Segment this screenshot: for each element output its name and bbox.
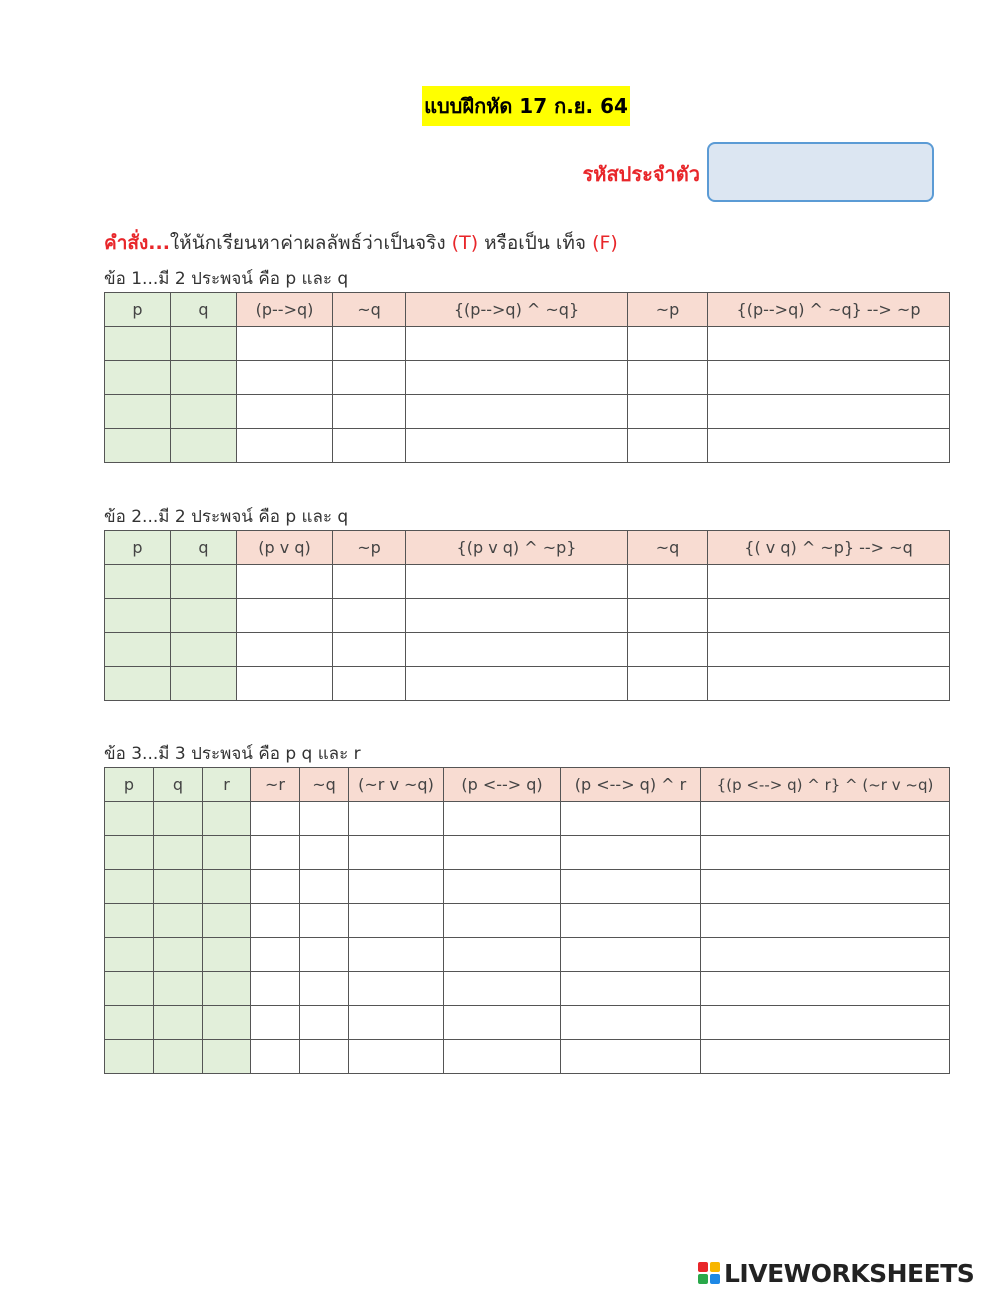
answer-cell[interactable]: [701, 870, 950, 904]
table-row: [105, 565, 950, 599]
answer-cell[interactable]: [628, 327, 708, 361]
answer-cell[interactable]: [444, 904, 561, 938]
answer-cell[interactable]: [349, 904, 444, 938]
true-label: (T): [451, 232, 479, 254]
answer-cell[interactable]: [561, 870, 701, 904]
answer-cell[interactable]: [251, 802, 300, 836]
header-cell: q: [171, 531, 237, 565]
header-cell: {(p-->q) ^ ~q}: [406, 293, 628, 327]
answer-cell[interactable]: [406, 633, 628, 667]
answer-cell[interactable]: [701, 938, 950, 972]
answer-cell[interactable]: [251, 904, 300, 938]
answer-cell[interactable]: [701, 836, 950, 870]
question-2-label: ข้อ 2...มี 2 ประพจน์ คือ p และ q: [104, 507, 349, 527]
header-cell: p: [105, 768, 154, 802]
answer-cell[interactable]: [203, 1040, 251, 1074]
answer-cell[interactable]: [333, 599, 406, 633]
answer-cell[interactable]: [203, 972, 251, 1006]
instruction: [104, 228, 618, 258]
answer-cell[interactable]: [300, 836, 349, 870]
logo-square: [710, 1274, 720, 1284]
answer-cell[interactable]: [561, 904, 701, 938]
header-cell: ~q: [300, 768, 349, 802]
answer-cell[interactable]: [300, 972, 349, 1006]
answer-cell[interactable]: [561, 938, 701, 972]
table-row: [105, 938, 950, 972]
answer-cell[interactable]: [406, 667, 628, 701]
answer-cell[interactable]: [349, 972, 444, 1006]
table-row: [105, 1006, 950, 1040]
answer-cell[interactable]: [105, 904, 154, 938]
answer-cell[interactable]: [349, 802, 444, 836]
student-id-input[interactable]: [707, 142, 934, 202]
answer-cell[interactable]: [628, 599, 708, 633]
answer-cell[interactable]: [237, 565, 333, 599]
answer-cell[interactable]: [203, 1006, 251, 1040]
header-cell: p: [105, 293, 171, 327]
table-row: [105, 972, 950, 1006]
truth-table-2: [104, 530, 950, 701]
answer-cell[interactable]: [701, 1006, 950, 1040]
truth-table-3: [104, 767, 950, 1074]
table-row: [105, 1040, 950, 1074]
answer-cell[interactable]: [333, 327, 406, 361]
table-row: [105, 633, 950, 667]
answer-cell[interactable]: [251, 1040, 300, 1074]
table-row: [105, 327, 950, 361]
answer-cell[interactable]: [708, 667, 950, 701]
answer-cell[interactable]: [251, 836, 300, 870]
answer-cell[interactable]: [154, 870, 203, 904]
answer-cell[interactable]: [300, 1006, 349, 1040]
answer-cell[interactable]: [154, 1040, 203, 1074]
answer-cell[interactable]: [105, 395, 171, 429]
answer-cell[interactable]: [628, 633, 708, 667]
answer-cell[interactable]: [708, 599, 950, 633]
answer-cell[interactable]: [708, 429, 950, 463]
header-cell: (p <--> q): [444, 768, 561, 802]
liveworksheets-logo: [698, 1259, 974, 1287]
answer-cell[interactable]: [105, 633, 171, 667]
answer-cell[interactable]: [333, 361, 406, 395]
false-label: (F): [592, 232, 618, 254]
answer-cell[interactable]: [406, 395, 628, 429]
instruction-text-2: หรือเป็น เท็จ: [478, 232, 593, 254]
answer-cell[interactable]: [203, 802, 251, 836]
answer-cell[interactable]: [105, 429, 171, 463]
answer-cell[interactable]: [237, 327, 333, 361]
answer-cell[interactable]: [300, 1040, 349, 1074]
answer-cell[interactable]: [701, 802, 950, 836]
answer-cell[interactable]: [708, 395, 950, 429]
answer-cell[interactable]: [171, 395, 237, 429]
answer-cell[interactable]: [105, 565, 171, 599]
logo-square: [698, 1262, 708, 1272]
answer-cell[interactable]: [237, 395, 333, 429]
answer-cell[interactable]: [171, 599, 237, 633]
answer-cell[interactable]: [708, 327, 950, 361]
question-1-label: ข้อ 1...มี 2 ประพจน์ คือ p และ q: [104, 269, 349, 289]
answer-cell[interactable]: [171, 429, 237, 463]
answer-cell[interactable]: [154, 836, 203, 870]
header-cell: (p v q): [237, 531, 333, 565]
answer-cell[interactable]: [105, 667, 171, 701]
answer-cell[interactable]: [349, 1040, 444, 1074]
header-cell: ~q: [628, 531, 708, 565]
answer-cell[interactable]: [628, 429, 708, 463]
answer-cell[interactable]: [444, 972, 561, 1006]
student-id-label: รหัสประจำตัว: [582, 162, 700, 186]
answer-cell[interactable]: [561, 1006, 701, 1040]
answer-cell[interactable]: [701, 1040, 950, 1074]
instruction-text: ให้นักเรียนหาค่าผลลัพธ์ว่าเป็นจริง: [169, 232, 452, 254]
answer-cell[interactable]: [203, 938, 251, 972]
table-row: [105, 836, 950, 870]
answer-cell[interactable]: [105, 1040, 154, 1074]
answer-cell[interactable]: [203, 836, 251, 870]
answer-cell[interactable]: [333, 667, 406, 701]
header-cell: {(p-->q) ^ ~q} --> ~p: [708, 293, 950, 327]
answer-cell[interactable]: [701, 904, 950, 938]
answer-cell[interactable]: [628, 565, 708, 599]
header-cell: q: [154, 768, 203, 802]
answer-cell[interactable]: [406, 429, 628, 463]
header-cell: {(p <--> q) ^ r} ^ (~r v ~q): [701, 768, 950, 802]
table-row: [105, 802, 950, 836]
table-row: [105, 904, 950, 938]
liveworksheets-icon: [698, 1262, 720, 1284]
answer-cell[interactable]: [237, 429, 333, 463]
answer-cell[interactable]: [251, 938, 300, 972]
answer-cell[interactable]: [333, 429, 406, 463]
answer-cell[interactable]: [561, 836, 701, 870]
answer-cell[interactable]: [171, 633, 237, 667]
answer-cell[interactable]: [154, 938, 203, 972]
answer-cell[interactable]: [237, 633, 333, 667]
answer-cell[interactable]: [237, 599, 333, 633]
header-cell: q: [171, 293, 237, 327]
header-cell: (p-->q): [237, 293, 333, 327]
answer-cell[interactable]: [300, 802, 349, 836]
answer-cell[interactable]: [561, 972, 701, 1006]
answer-cell[interactable]: [444, 1006, 561, 1040]
answer-cell[interactable]: [444, 836, 561, 870]
answer-cell[interactable]: [237, 361, 333, 395]
answer-cell[interactable]: [333, 633, 406, 667]
instruction-command: คำสั่ง...: [104, 232, 170, 254]
answer-cell[interactable]: [708, 361, 950, 395]
header-cell: (p <--> q) ^ r: [561, 768, 701, 802]
answer-cell[interactable]: [105, 1006, 154, 1040]
answer-cell[interactable]: [154, 1006, 203, 1040]
answer-cell[interactable]: [105, 361, 171, 395]
answer-cell[interactable]: [349, 870, 444, 904]
answer-cell[interactable]: [203, 870, 251, 904]
answer-cell[interactable]: [171, 565, 237, 599]
answer-cell[interactable]: [203, 904, 251, 938]
answer-cell[interactable]: [561, 1040, 701, 1074]
answer-cell[interactable]: [701, 972, 950, 1006]
header-cell: ~p: [333, 531, 406, 565]
header-row: [105, 768, 950, 802]
header-cell: ~p: [628, 293, 708, 327]
header-row: [105, 293, 950, 327]
answer-cell[interactable]: [300, 870, 349, 904]
question-3-label: ข้อ 3...มี 3 ประพจน์ คือ p q และ r: [104, 744, 361, 764]
answer-cell[interactable]: [105, 836, 154, 870]
logo-square: [710, 1262, 720, 1272]
answer-cell[interactable]: [154, 904, 203, 938]
answer-cell[interactable]: [171, 327, 237, 361]
answer-cell[interactable]: [406, 327, 628, 361]
answer-cell[interactable]: [171, 361, 237, 395]
answer-cell[interactable]: [105, 938, 154, 972]
truth-table-1: [104, 292, 950, 463]
answer-cell[interactable]: [333, 395, 406, 429]
answer-cell[interactable]: [628, 667, 708, 701]
answer-cell[interactable]: [628, 395, 708, 429]
answer-cell[interactable]: [333, 565, 406, 599]
answer-cell[interactable]: [444, 938, 561, 972]
answer-cell[interactable]: [444, 802, 561, 836]
header-cell: (~r v ~q): [349, 768, 444, 802]
answer-cell[interactable]: [406, 361, 628, 395]
answer-cell[interactable]: [628, 361, 708, 395]
answer-cell[interactable]: [708, 565, 950, 599]
answer-cell[interactable]: [105, 327, 171, 361]
answer-cell[interactable]: [444, 870, 561, 904]
header-cell: {(p v q) ^ ~p}: [406, 531, 628, 565]
answer-cell[interactable]: [406, 599, 628, 633]
answer-cell[interactable]: [105, 972, 154, 1006]
header-cell: ~r: [251, 768, 300, 802]
table-row: [105, 599, 950, 633]
answer-cell[interactable]: [171, 667, 237, 701]
answer-cell[interactable]: [105, 870, 154, 904]
answer-cell[interactable]: [349, 938, 444, 972]
answer-cell[interactable]: [300, 904, 349, 938]
header-cell: {( v q) ^ ~p} --> ~q: [708, 531, 950, 565]
table-row: [105, 667, 950, 701]
answer-cell[interactable]: [251, 972, 300, 1006]
table-row: [105, 870, 950, 904]
brand-name: LIVEWORKSHEETS: [724, 1258, 975, 1288]
header-cell: p: [105, 531, 171, 565]
table-row: [105, 361, 950, 395]
answer-cell[interactable]: [105, 599, 171, 633]
logo-square: [698, 1274, 708, 1284]
answer-cell[interactable]: [237, 667, 333, 701]
answer-cell[interactable]: [105, 802, 154, 836]
header-cell: ~q: [333, 293, 406, 327]
answer-cell[interactable]: [251, 870, 300, 904]
table-row: [105, 429, 950, 463]
header-cell: r: [203, 768, 251, 802]
answer-cell[interactable]: [708, 633, 950, 667]
answer-cell[interactable]: [444, 1040, 561, 1074]
answer-cell[interactable]: [349, 836, 444, 870]
answer-cell[interactable]: [300, 938, 349, 972]
answer-cell[interactable]: [349, 1006, 444, 1040]
table-row: [105, 395, 950, 429]
answer-cell[interactable]: [154, 972, 203, 1006]
worksheet-title: แบบฝึกหัด 17 ก.ย. 64: [422, 86, 630, 126]
answer-cell[interactable]: [154, 802, 203, 836]
answer-cell[interactable]: [251, 1006, 300, 1040]
answer-cell[interactable]: [406, 565, 628, 599]
header-row: [105, 531, 950, 565]
answer-cell[interactable]: [561, 802, 701, 836]
